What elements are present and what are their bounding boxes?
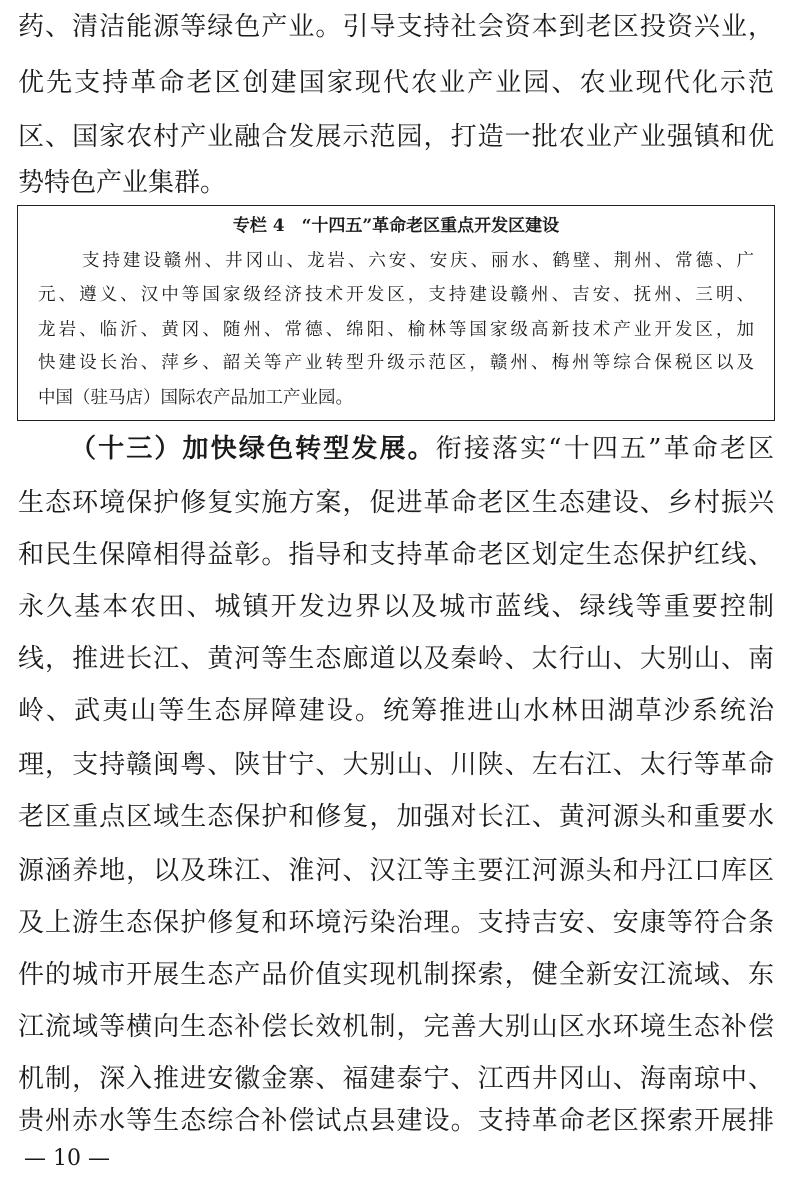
paragraph-line: 理，支持赣闽粤、陕甘宁、大别山、川陕、左右江、太行等革命 xyxy=(18,750,774,780)
column-box xyxy=(17,205,775,421)
paragraph-line: 贵州赤水等生态综合补偿试点县建设。支持革命老区探索开展排 xyxy=(18,1106,774,1136)
paragraph-line: 老区重点区域生态保护和修复，加强对长江、黄河源头和重要水 xyxy=(18,802,774,832)
paragraph-line: 势特色产业集群。 xyxy=(18,168,227,198)
section-13-heading: （十三）加快绿色转型发展。 xyxy=(70,434,436,464)
paragraph-line: 生态环境保护修复实施方案，促进革命老区生态建设、乡村振兴 xyxy=(18,488,774,518)
paragraph-line: 区、国家农村产业融合发展示范园，打造一批农业产业强镇和优 xyxy=(18,122,774,152)
column-box-title: 专栏 4 “十四五”革命老区重点开发区建设 xyxy=(232,216,560,236)
column-box-line: 快建设长治、萍乡、韶关等产业转型升级示范区，赣州、梅州等综合保税区以及 xyxy=(38,353,754,373)
paragraph-line: 永久基本农田、城镇开发边界以及城市蓝线、绿线等重要控制 xyxy=(18,592,774,622)
column-box-line: 龙岩、临沂、黄冈、随州、常德、绵阳、榆林等国家级高新技术产业开发区，加 xyxy=(38,320,754,340)
paragraph-line: 源涵养地，以及珠江、淮河、汉江等主要江河源头和丹江口库区 xyxy=(18,856,774,886)
paragraph-line: 机制，深入推进安徽金寨、福建泰宁、江西井冈山、海南琼中、 xyxy=(18,1064,774,1094)
column-box-line: 元、遵义、汉中等国家级经济技术开发区，支持建设赣州、吉安、抚州、三明、 xyxy=(38,285,754,305)
section-13-first-line xyxy=(70,434,774,464)
column-box-line: 支持建设赣州、井冈山、龙岩、六安、安庆、丽水、鹤壁、荆州、常德、广 xyxy=(82,251,754,271)
column-box-line: 中国（驻马店）国际农产品加工产业园。 xyxy=(38,388,353,408)
section-13-first-line-text: 衔接落实“十四五”革命老区 xyxy=(435,434,774,464)
paragraph-line: 件的城市开展生态产品价值实现机制探索，健全新安江流域、东 xyxy=(18,960,774,990)
paragraph-line: 岭、武夷山等生态屏障建设。统筹推进山水林田湖草沙系统治 xyxy=(18,696,774,726)
paragraph-line: 和民生保障相得益彰。指导和支持革命老区划定生态保护红线、 xyxy=(18,540,774,570)
page-number: — 10 — xyxy=(24,1146,110,1171)
paragraph-line: 优先支持革命老区创建国家现代农业产业园、农业现代化示范 xyxy=(18,68,774,98)
paragraph-line: 药、清洁能源等绿色产业。引导支持社会资本到老区投资兴业， xyxy=(18,12,774,42)
paragraph-line: 线，推进长江、黄河等生态廊道以及秦岭、太行山、大别山、南 xyxy=(18,644,774,674)
paragraph-line: 江流域等横向生态补偿长效机制，完善大别山区水环境生态补偿 xyxy=(18,1012,774,1042)
paragraph-line: 及上游生态保护修复和环境污染治理。支持吉安、安康等符合条 xyxy=(18,908,774,938)
